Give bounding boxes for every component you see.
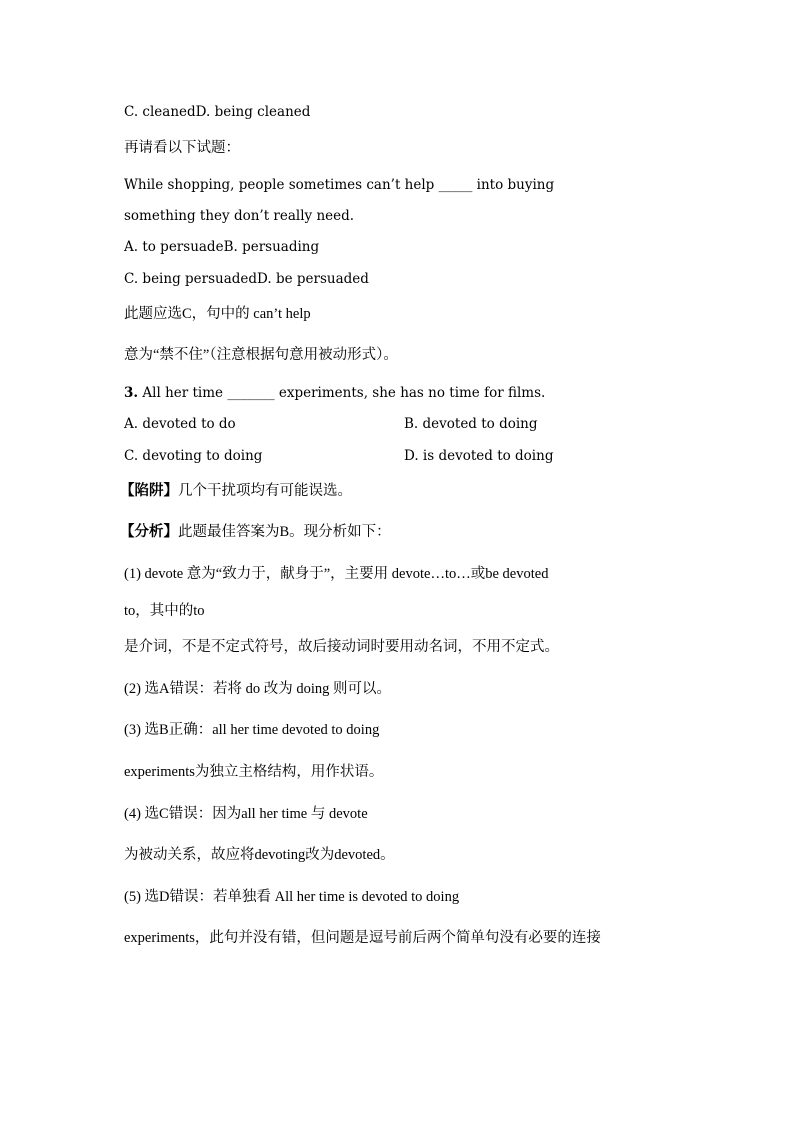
analysis-point-4: (4) 选C错误：因为all her time 与 devote	[124, 806, 368, 822]
q3-option-c: C. devoting to doing	[124, 448, 263, 464]
analysis-point-1: (1) devote 意为“致力于，献身于”，主要用 devote…to…或be devoted	[124, 566, 549, 582]
example-stem-line1: While shopping, people sometimes can’t help _____ into buying	[124, 177, 555, 193]
q2-options-cd: C. cleanedD. being cleaned	[124, 104, 311, 120]
trap-paragraph	[120, 482, 352, 500]
analysis-point-1-cont: to，其中的to	[124, 603, 205, 619]
analysis-point-3: (3) 选B正确：all her time devoted to doing	[124, 722, 380, 738]
example-explanation: 意为“禁不住”（注意根据句意用被动形式）。	[124, 347, 398, 363]
q3-option-a: A. devoted to do	[124, 416, 236, 432]
example-options-cd: C. being persuadedD. be persuaded	[124, 271, 369, 287]
example-answer: 此题应选C，句中的 can’t help	[124, 306, 311, 322]
q3-stem-text: All her time _______ experiments, she has no time for films.	[142, 385, 546, 401]
q3-stem	[124, 384, 545, 402]
trap-tag: 【陷阱】	[120, 483, 178, 499]
analysis-point-2: (2) 选A错误：若将 do 改为 doing 则可以。	[124, 681, 392, 697]
analysis-point-1-cont2: 是介词，不是不定式符号，故后接动词时要用动名词，不用不定式。	[124, 639, 559, 655]
analysis-point-5: (5) 选D错误：若单独看 All her time is devoted to doing	[124, 889, 460, 905]
analysis-heading	[120, 523, 391, 541]
analysis-point-5-cont: experiments，此句并没有错，但问题是逗号前后两个简单句没有必要的连接	[124, 930, 601, 946]
analysis-tag: 【分析】	[120, 524, 178, 540]
analysis-text: 此题最佳答案为B。现分析如下：	[178, 524, 391, 540]
example-options-ab: A. to persuadeB. persuading	[124, 239, 320, 255]
q3-number: 3.	[124, 385, 139, 401]
trap-text: 几个干扰项均有可能误选。	[178, 483, 352, 499]
analysis-point-4-cont: 为被动关系，故应将devoting改为devoted。	[124, 847, 395, 863]
intro-text: 再请看以下试题：	[124, 140, 240, 156]
example-stem-line2: something they don’t really need.	[124, 208, 355, 224]
q3-option-d: D. is devoted to doing	[404, 448, 554, 464]
analysis-point-3-cont: experiments为独立主格结构，用作状语。	[124, 764, 384, 780]
q3-option-b: B. devoted to doing	[404, 416, 538, 432]
